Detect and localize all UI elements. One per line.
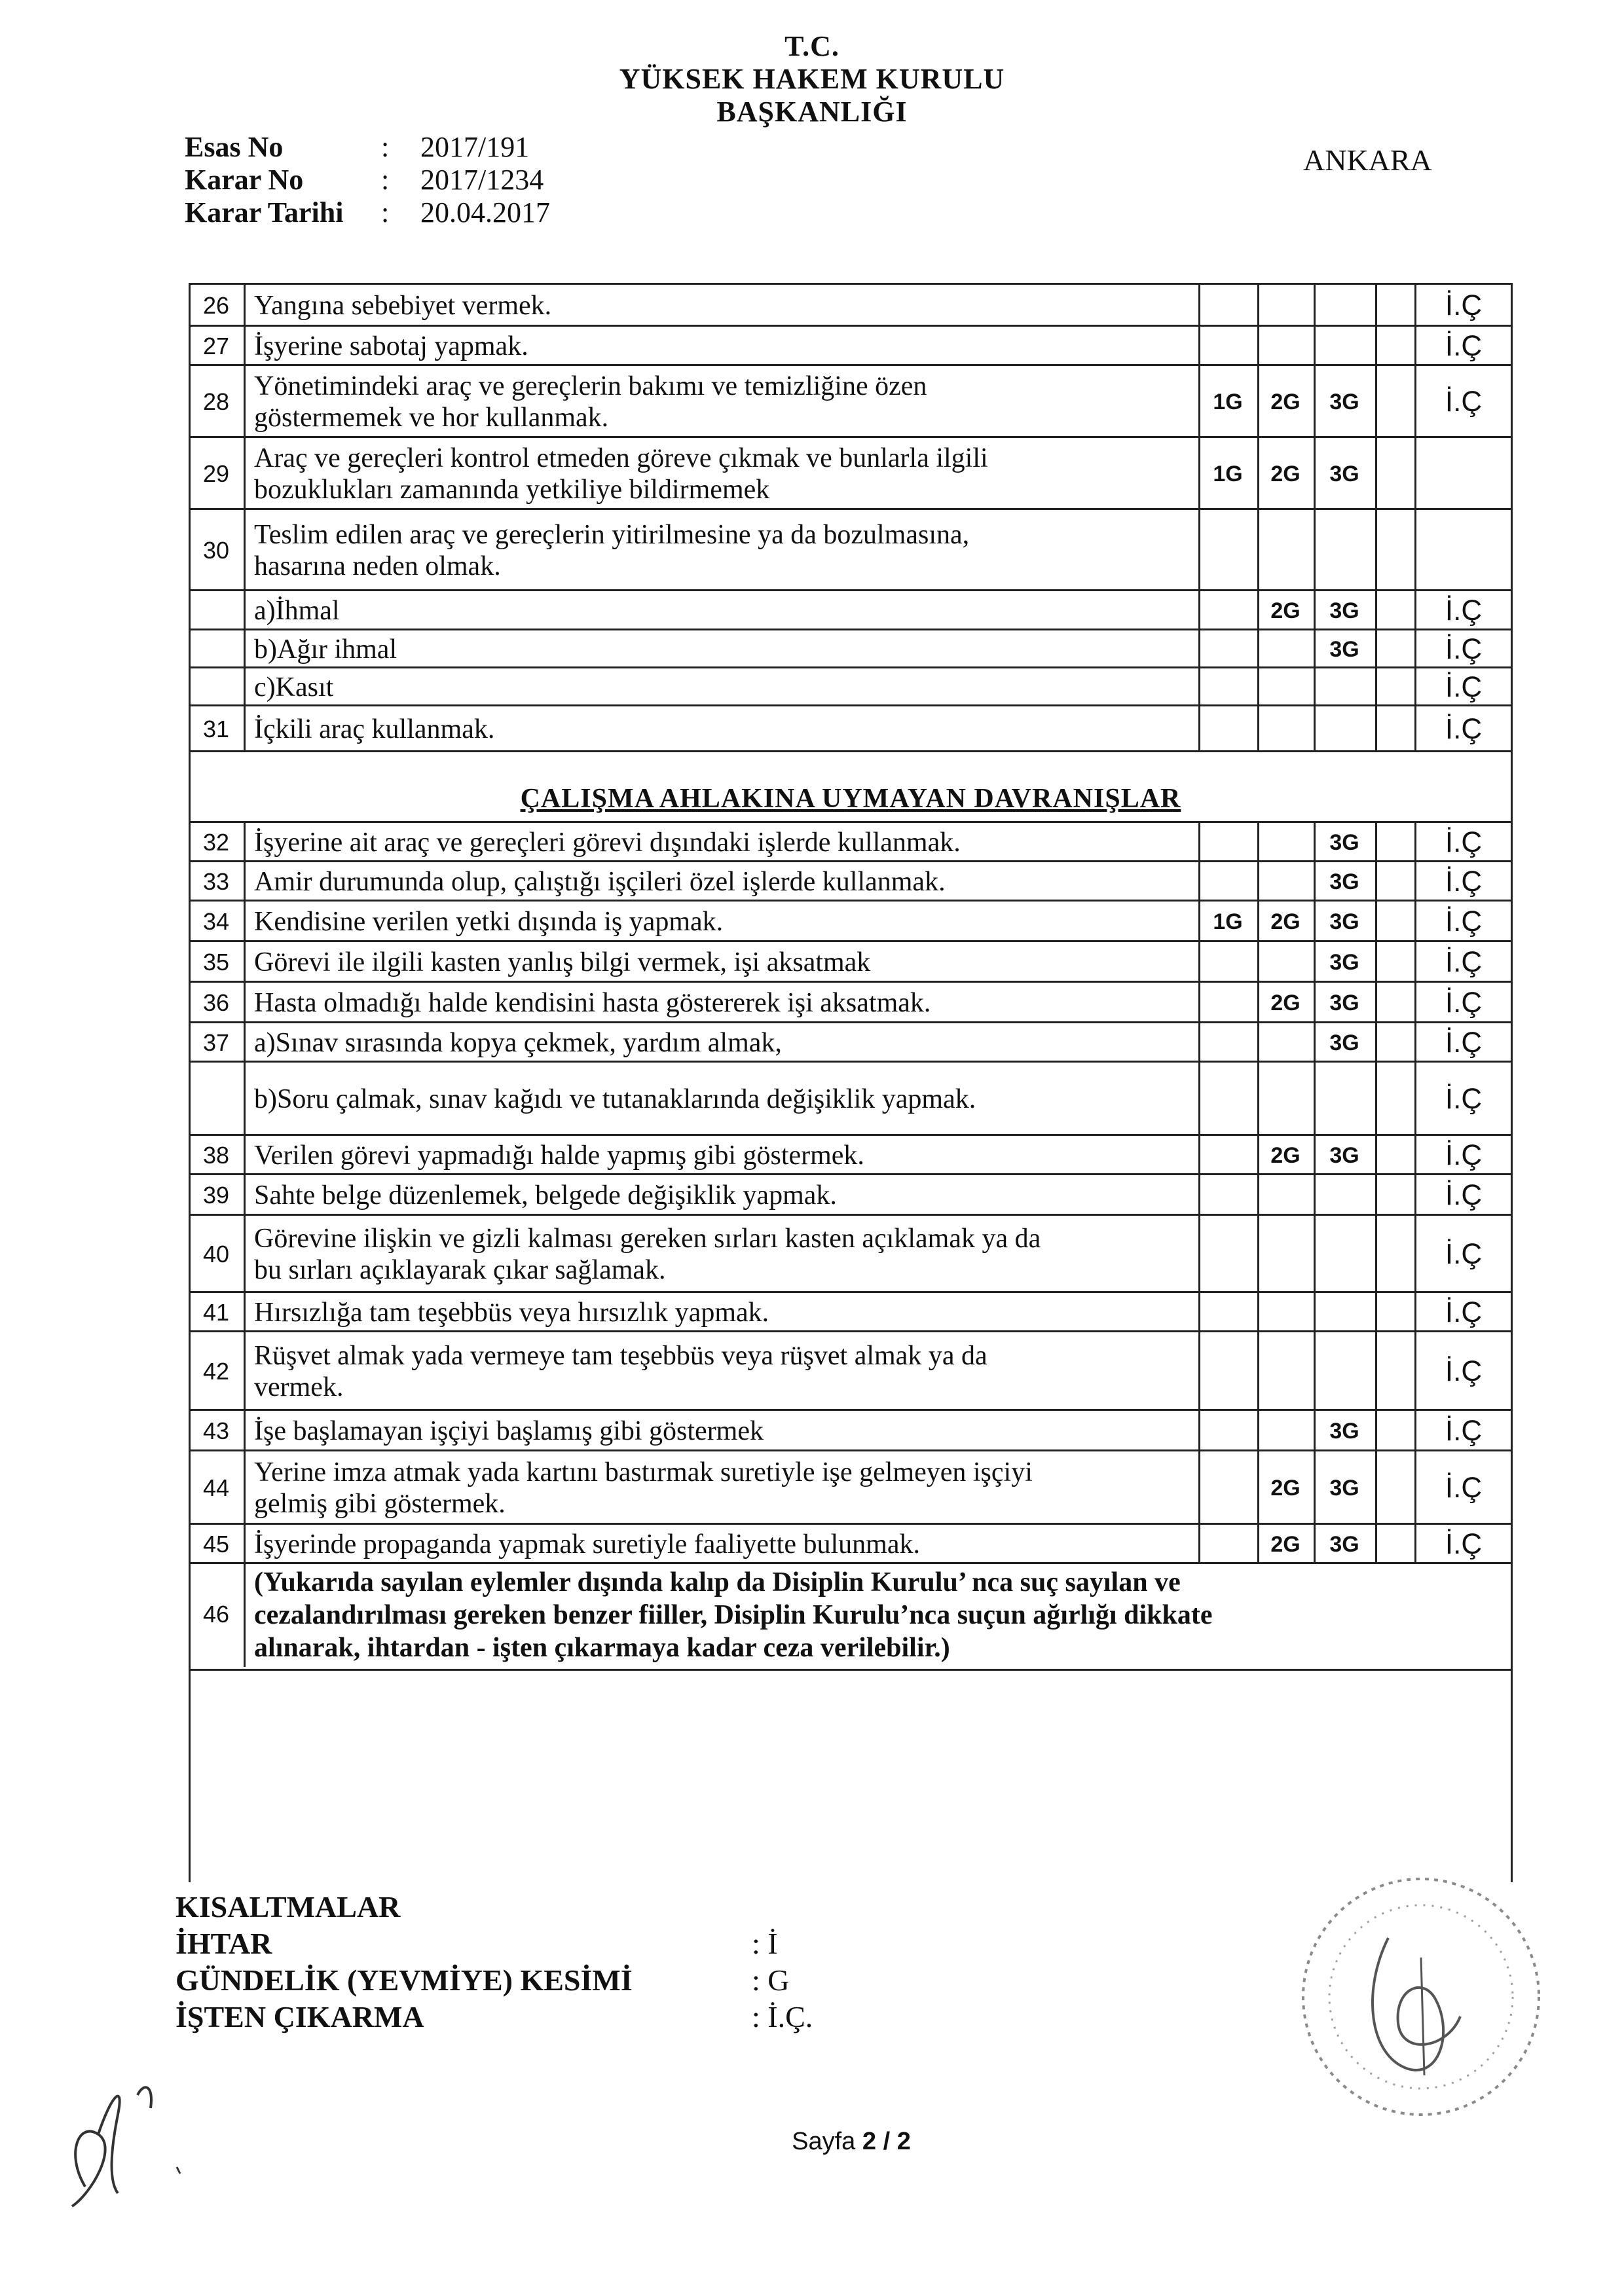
penalty-g3: 3G	[1329, 598, 1359, 623]
row-number: 39	[202, 1182, 230, 1209]
note-line: alınarak, ihtardan - işten çıkarmaya kadar ceza verilebilir.)	[254, 1633, 950, 1663]
row-number: 32	[202, 829, 230, 856]
row-number: 38	[202, 1142, 230, 1169]
row-number: 40	[202, 1241, 230, 1267]
row-description-line: İşyerinde propaganda yapmak suretiyle faaliyette bulunmak.	[254, 1529, 920, 1559]
penalty-g1	[1198, 862, 1257, 902]
row-number: 44	[202, 1474, 230, 1501]
row-description-line: c)Kasıt	[254, 672, 334, 702]
penalty-g1	[1198, 823, 1257, 862]
discipline-table	[189, 283, 1513, 1882]
penalty-dismissal: İ.Ç	[1445, 289, 1483, 321]
penalty-g3: 3G	[1329, 991, 1359, 1015]
row-description-line: göstermemek ve hor kullanmak.	[254, 403, 609, 433]
note-line: (Yukarıda sayılan eylemler dışında kalıp da Disiplin Kurulu’ nca suç sayılan ve	[254, 1567, 1181, 1597]
penalty-dismissal: İ.Ç	[1445, 826, 1483, 858]
column-divider	[1314, 283, 1316, 750]
meta-karar-no: Karar No : 2017/1234	[185, 164, 544, 196]
penalty-g3	[1314, 327, 1375, 366]
penalty-g2	[1257, 1175, 1314, 1216]
row-description-line: b)Ağır ihmal	[254, 634, 397, 665]
penalty-g2	[1257, 823, 1314, 862]
penalty-dismissal: İ.Ç	[1445, 1296, 1483, 1328]
penalty-g1	[1198, 1293, 1257, 1332]
row-number: 30	[202, 537, 230, 564]
penalty-dismissal: İ.Ç	[1445, 905, 1483, 938]
penalty-g2	[1257, 942, 1314, 983]
penalty-g2	[1257, 668, 1314, 706]
penalty-g2	[1257, 1332, 1314, 1411]
column-divider	[1414, 283, 1416, 750]
row-description-line: hasarına neden olmak.	[254, 551, 501, 581]
row-number: 34	[202, 908, 230, 935]
row-description-line: Kendisine verilen yetki dışında iş yapmak.	[254, 907, 724, 937]
official-seal-stamp	[1283, 1859, 1559, 2134]
abbreviations	[175, 1889, 813, 2035]
header-line-3: BAŞKANLIĞI	[716, 96, 908, 128]
penalty-g3: 3G	[1329, 637, 1359, 662]
penalty-dismissal	[1414, 510, 1513, 591]
penalty-g1	[1198, 285, 1257, 327]
penalty-g3: 3G	[1329, 462, 1359, 486]
penalty-dismissal: İ.Ç	[1445, 1179, 1483, 1211]
column-divider	[1314, 821, 1316, 1562]
penalty-g3	[1314, 1063, 1375, 1136]
penalty-dismissal	[1414, 438, 1513, 510]
row-description-line: Yangına sebebiyet vermek.	[254, 291, 552, 321]
penalty-g1: 1G	[1213, 462, 1243, 486]
penalty-dismissal: İ.Ç	[1445, 1528, 1483, 1560]
penalty-dismissal: İ.Ç	[1445, 1238, 1483, 1270]
penalty-g2	[1257, 630, 1314, 668]
penalty-g1	[1198, 983, 1257, 1023]
penalty-g1: 1G	[1213, 390, 1243, 414]
row-number: 41	[202, 1299, 230, 1326]
row-description-line: Hırsızlığa tam teşebbüs veya hırsızlık yapmak.	[254, 1298, 769, 1328]
penalty-g2	[1257, 1023, 1314, 1063]
row-number: 43	[202, 1417, 230, 1444]
penalty-g1	[1198, 1136, 1257, 1175]
city-label: ANKARA	[1303, 143, 1432, 177]
row-description-line: Teslim edilen araç ve gereçlerin yitirilmesine ya da bozulmasına,	[254, 520, 970, 550]
row-number: 31	[202, 716, 230, 742]
header-line-1: T.C.	[784, 30, 840, 62]
row-number: 35	[202, 949, 230, 975]
penalty-g2: 2G	[1270, 1143, 1301, 1168]
row-number: 27	[202, 333, 230, 359]
penalty-g3	[1314, 285, 1375, 327]
column-divider	[244, 821, 246, 1562]
row-description-line: İşyerine ait araç ve gereçleri görevi dışındaki işlerde kullanmak.	[254, 828, 961, 858]
row-description-line: Rüşvet almak yada vermeye tam teşebbüs veya rüşvet almak ya da	[254, 1341, 987, 1371]
penalty-g3: 3G	[1329, 909, 1359, 934]
column-divider	[1198, 283, 1200, 750]
row-description-line: İşyerine sabotaj yapmak.	[254, 331, 528, 361]
penalty-g1	[1198, 1175, 1257, 1216]
penalty-g2: 2G	[1270, 1532, 1301, 1557]
row-description-line: vermek.	[254, 1372, 344, 1402]
row-description-line: Araç ve gereçleri kontrol etmeden göreve çıkmak ve bunlarla ilgili	[254, 443, 988, 473]
row-number: 26	[202, 292, 230, 319]
penalty-g1	[1198, 706, 1257, 752]
column-divider	[1257, 821, 1259, 1562]
penalty-g3: 3G	[1329, 1532, 1359, 1557]
penalty-dismissal: İ.Ç	[1445, 987, 1483, 1019]
penalty-g3: 3G	[1329, 1476, 1359, 1501]
penalty-g3: 3G	[1329, 1143, 1359, 1168]
penalty-dismissal: İ.Ç	[1445, 1083, 1483, 1115]
row-number: 29	[202, 460, 230, 487]
column-divider	[1198, 821, 1200, 1562]
penalty-dismissal: İ.Ç	[1445, 386, 1483, 418]
penalty-g1	[1198, 591, 1257, 630]
row-description-line: Görevi ile ilgili kasten yanlış bilgi vermek, işi aksatmak	[254, 947, 871, 977]
penalty-dismissal: İ.Ç	[1445, 594, 1483, 627]
note-text	[254, 1566, 1498, 1664]
penalty-g1	[1198, 510, 1257, 591]
penalty-g1	[1198, 942, 1257, 983]
penalty-g2	[1257, 706, 1314, 752]
column-divider	[1414, 821, 1416, 1562]
penalty-dismissal: İ.Ç	[1445, 946, 1483, 978]
meta-esas-no: Esas No : 2017/191	[185, 131, 530, 163]
penalty-g3	[1314, 1175, 1375, 1216]
penalty-g3	[1314, 1216, 1375, 1293]
row-description-line: bu sırları açıklayarak çıkar sağlamak.	[254, 1255, 666, 1285]
row-number: 28	[202, 388, 230, 415]
section-divider	[189, 750, 1513, 752]
penalty-g2	[1257, 1063, 1314, 1136]
abbreviation-item: GÜNDELİK (YEVMİYE) KESİMİ : G	[175, 1963, 790, 1997]
row-description-line: Yerine imza atmak yada kartını bastırmak suretiyle işe gelmeyen işçiyi	[254, 1457, 1033, 1487]
penalty-g2	[1257, 1293, 1314, 1332]
penalty-g3: 3G	[1329, 1419, 1359, 1444]
penalty-g2: 2G	[1270, 390, 1301, 414]
note-line: cezalandırılması gereken benzer fiiller, Disiplin Kurulu’nca suçun ağırlığı dikkate	[254, 1600, 1213, 1630]
penalty-g3	[1314, 668, 1375, 706]
row-number: 36	[202, 989, 230, 1016]
penalty-g1	[1198, 630, 1257, 668]
penalty-dismissal: İ.Ç	[1445, 713, 1483, 745]
row-description-line: Amir durumunda olup, çalıştığı işçileri özel işlerde kullanmak.	[254, 867, 946, 897]
penalty-g1	[1198, 1332, 1257, 1411]
handwritten-signature	[46, 2056, 216, 2226]
penalty-dismissal: İ.Ç	[1445, 1139, 1483, 1171]
row-description-line: gelmiş gibi göstermek.	[254, 1489, 506, 1519]
page-number: Sayfa 2 / 2	[792, 2128, 911, 2155]
row-number: 37	[202, 1029, 230, 1056]
penalty-g3: 3G	[1329, 869, 1359, 894]
penalty-g1	[1198, 1525, 1257, 1564]
penalty-g3: 3G	[1329, 830, 1359, 855]
row-description-line: Hasta olmadığı halde kendisini hasta göstererek işi aksatmak.	[254, 988, 931, 1018]
penalty-g2: 2G	[1270, 1476, 1301, 1501]
penalty-g2	[1257, 1411, 1314, 1451]
penalty-dismissal: İ.Ç	[1445, 1472, 1483, 1504]
note-number: 46	[202, 1601, 230, 1628]
row-number: 45	[202, 1531, 230, 1558]
row-description-line: İçkili araç kullanmak.	[254, 714, 495, 744]
penalty-g2: 2G	[1270, 598, 1301, 623]
penalty-g1	[1198, 1023, 1257, 1063]
row-description-line: a)Sınav sırasında kopya çekmek, yardım almak,	[254, 1028, 782, 1058]
penalty-g2: 2G	[1270, 909, 1301, 934]
penalty-g1	[1198, 1216, 1257, 1293]
section-title: ÇALIŞMA AHLAKINA UYMAYAN DAVRANIŞLAR	[520, 784, 1181, 814]
penalty-g2: 2G	[1270, 991, 1301, 1015]
row-description-line: a)İhmal	[254, 596, 340, 626]
abbreviations-title: KISALTMALAR	[175, 1890, 401, 1923]
row-description-line: Yönetimindeki araç ve gereçlerin bakımı ve temizliğine özen	[254, 371, 927, 401]
penalty-dismissal: İ.Ç	[1445, 866, 1483, 898]
penalty-g3	[1314, 706, 1375, 752]
row-description-line: Sahte belge düzenlemek, belgede değişiklik yapmak.	[254, 1180, 837, 1211]
penalty-dismissal: İ.Ç	[1445, 633, 1483, 665]
case-meta	[185, 131, 550, 229]
row-description-line: Görevine ilişkin ve gizli kalması gereken sırları kasten açıklamak ya da	[254, 1224, 1041, 1254]
penalty-g3	[1314, 1332, 1375, 1411]
column-divider	[244, 283, 246, 750]
row-number: 33	[202, 868, 230, 895]
row-number: 42	[202, 1358, 230, 1385]
penalty-g2	[1257, 285, 1314, 327]
column-divider	[1375, 821, 1377, 1562]
penalty-g2	[1257, 862, 1314, 902]
penalty-g1: 1G	[1213, 909, 1243, 934]
penalty-g2	[1257, 1216, 1314, 1293]
penalty-g1	[1198, 1451, 1257, 1525]
column-divider	[1375, 283, 1377, 750]
penalty-g2: 2G	[1270, 462, 1301, 486]
penalty-g2	[1257, 327, 1314, 366]
penalty-g1	[1198, 327, 1257, 366]
row-description-line: bozuklukları zamanında yetkiliye bildirmemek	[254, 475, 770, 505]
row-description-line: Verilen görevi yapmadığı halde yapmış gibi göstermek.	[254, 1140, 864, 1171]
meta-karar-tarihi: Karar Tarihi : 20.04.2017	[185, 196, 550, 228]
institution-header	[458, 30, 1166, 128]
penalty-dismissal: İ.Ç	[1445, 671, 1483, 703]
abbreviation-item: İHTAR : İ	[175, 1927, 778, 1960]
penalty-dismissal: İ.Ç	[1445, 1355, 1483, 1387]
abbreviation-item: İŞTEN ÇIKARMA : İ.Ç.	[175, 2000, 813, 2033]
penalty-dismissal: İ.Ç	[1445, 1027, 1483, 1059]
row-description-line: b)Soru çalmak, sınav kağıdı ve tutanaklarında değişiklik yapmak.	[254, 1084, 976, 1114]
column-divider	[1257, 283, 1259, 750]
penalty-dismissal: İ.Ç	[1445, 1415, 1483, 1447]
penalty-g3: 3G	[1329, 390, 1359, 414]
penalty-g1	[1198, 668, 1257, 706]
header-line-2: YÜKSEK HAKEM KURULU	[619, 63, 1005, 95]
penalty-g3	[1314, 510, 1375, 591]
penalty-g3	[1314, 1293, 1375, 1332]
penalty-g1	[1198, 1411, 1257, 1451]
row-description-line: İşe başlamayan işçiyi başlamış gibi göstermek	[254, 1416, 764, 1446]
penalty-g2	[1257, 510, 1314, 591]
penalty-g3: 3G	[1329, 950, 1359, 975]
penalty-dismissal: İ.Ç	[1445, 330, 1483, 362]
penalty-g3: 3G	[1329, 1030, 1359, 1055]
penalty-g1	[1198, 1063, 1257, 1136]
